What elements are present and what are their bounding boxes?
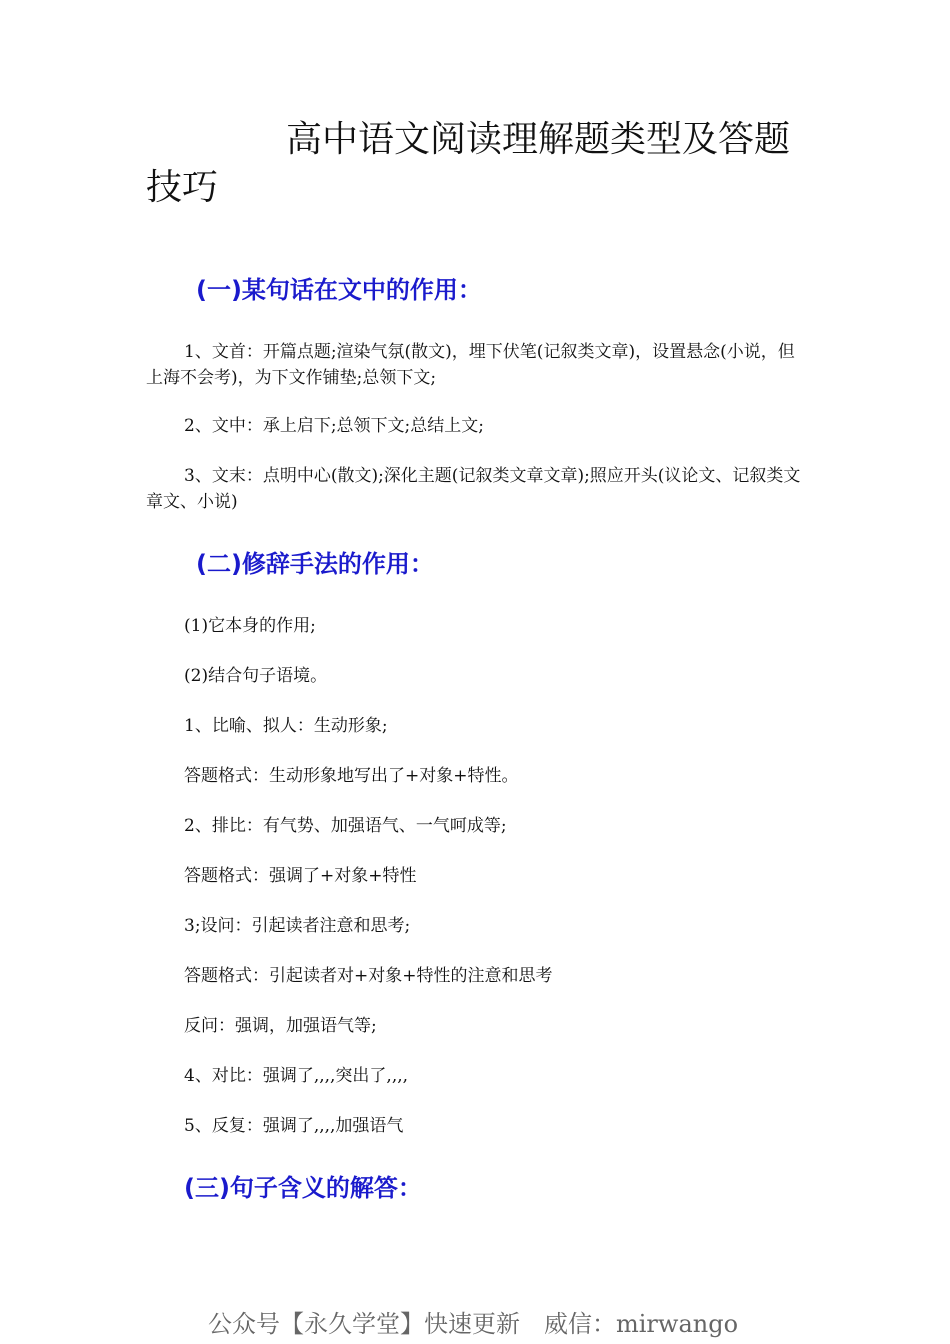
list-item: 4、对比：强调了,,,,突出了,,,,	[184, 1066, 409, 1086]
list-item: (1)它本身的作用;	[184, 616, 316, 636]
list-item: 2、排比：有气势、加强语气、一气呵成等;	[184, 816, 507, 836]
paragraph-ending: 3、文末：点明中心(散文);深化主题(记叙类文章文章);照应开头(议论文、记叙类文章文、小说)	[146, 466, 801, 512]
section-heading-2: (二)修辞手法的作用：	[196, 550, 434, 578]
document-title: 高中语文阅读理解题类型及答题	[286, 119, 791, 160]
list-item: 答题格式：引起读者对+对象+特性的注意和思考	[184, 966, 553, 986]
section-heading-3: (三)句子含义的解答：	[184, 1174, 422, 1202]
list-item: 反问：强调，加强语气等;	[184, 1016, 377, 1036]
list-item: 1、比喻、拟人：生动形象;	[184, 716, 388, 736]
list-item: 答题格式：强调了+对象+特性	[184, 866, 417, 886]
paragraph-middle: 2、文中：承上启下;总领下文;总结上文;	[184, 416, 484, 436]
list-item: (2)结合句子语境。	[184, 666, 328, 686]
list-item: 答题格式：生动形象地写出了+对象+特性。	[184, 766, 519, 786]
document-title-continuation: 技巧	[146, 167, 219, 208]
section-heading-1: (一)某句话在文中的作用：	[196, 276, 482, 304]
paragraph-opening: 1、文首：开篇点题;渲染气氛(散文)，埋下伏笔(记叙类文章)，设置悬念(小说，但上海不会考)，为下文作铺垫;总领下文;	[146, 342, 795, 388]
footer-watermark: 公众号【永久学堂】快速更新 威信：mirwango	[208, 1310, 739, 1338]
list-item: 3;设问：引起读者注意和思考;	[184, 916, 411, 936]
list-item: 5、反复：强调了,,,,加强语气	[184, 1116, 404, 1136]
